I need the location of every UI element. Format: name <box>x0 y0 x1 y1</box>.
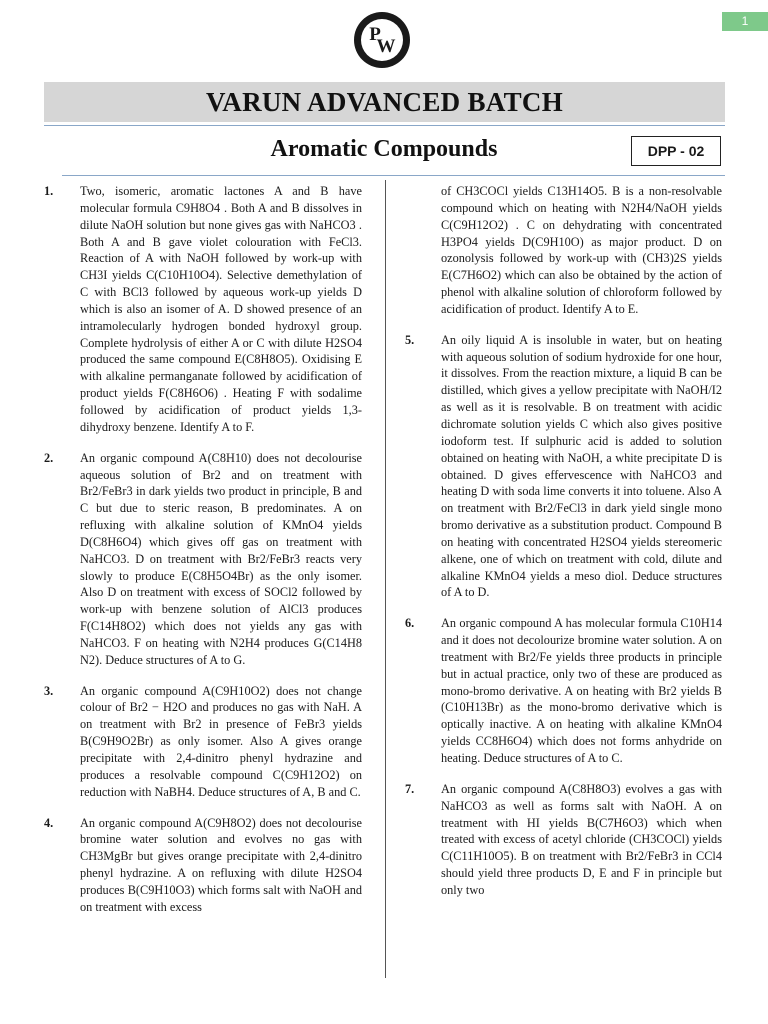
question-item <box>44 815 362 916</box>
subject-title: Aromatic Compounds <box>270 136 498 162</box>
page-number-tab: 1 <box>722 12 768 31</box>
question-number: 1. <box>44 184 54 198</box>
question-item <box>405 781 722 899</box>
dpp-label-box: DPP - 02 <box>631 136 721 166</box>
question-text: Two, isomeric, aromatic lactones A and B have molecular formula C9H8O4 . Both A and B dissolves in dilute NaOH solution but none gives gas with NaHCO3 . Both A and B gave violet colouration with FeCl3. Reaction of A with NaOH followed by work-up with CH3I yields C(C10H10O4). Selective demethylation of C with BCl3 followed by aqueous work-up yields D which is also an isomer of A. D showed presence of an intramolecularly hydrogen bonded hydroxyl group. Complete hydrolysis of either A or C with dilute H2SO4 produced the same compound E(C8H8O5). Oxidising E with alkaline permanganate followed by acidification of product yields F(C8H6O6) . Heating F with sodalime followed by acidification of product yields 1,3-dihydroxy benzene. Identify A to F. <box>80 184 362 434</box>
question-number: 3. <box>44 683 54 698</box>
subtitle-rule <box>62 175 725 176</box>
right-column <box>405 183 722 913</box>
question-item <box>44 683 362 801</box>
question-number: 2. <box>44 450 54 465</box>
column-divider <box>385 180 386 978</box>
question-text: An organic compound A has molecular formula C10H14 and it does not decolourize bromine water solution. A on treatment with Br2/Fe yields three products in principle but in actual practice, only two of these are produced as mono-bromo derivative. A on heating with Br2 yields B (C10H13Br) as the mono-bromo derivative which is optically inactive. A on heating with alkaline KMnO4 yields CC8H6O4) which does not forms anhydride on heating. Deduce structures of A to C. <box>441 616 722 765</box>
question-continuation: of CH3COCl yields C13H14O5. B is a non-resolvable compound which on heating with N2H4/NaOH yields C(C9H12O2) . C on dehydrating with concentrated H3PO4 yields D(C9H10O) as major product. D on ozonolysis followed by work-up with (CH3)2S yields E(C7H6O2) which can also be obtained by the action of phenol with alkaline solution of chloroform followed by acidification of product. Identify A to E. <box>441 184 722 316</box>
left-column <box>44 183 362 930</box>
question-number: 4. <box>44 815 54 830</box>
question-item <box>405 615 722 767</box>
batch-title-banner: VARUN ADVANCED BATCH <box>44 82 725 122</box>
question-item <box>44 183 362 436</box>
question-text: An organic compound A(C9H8O2) does not decolourise bromine water solution and evolves no gas with CH3MgBr but gives orange precipitate with 2,4-dinitro phenyl hydrazine. A on refluxing with dilute H2SO4 produces B(C9H10O3) which forms salt with NaOH and on treatment with excess <box>80 815 362 914</box>
question-item <box>405 332 722 602</box>
question-text: An oily liquid A is insoluble in water, but on heating with aqueous solution of sodium hydroxide for one hour, it dissolves. From the reaction mixture, a liquid B can be distilled, which gives a yellow precipitate with NaOH/I2 as well as it is resolvable. B on treatment with acidic dichromate solution yields C which also gives positive iodoform test. If sulphuric acid is added to solution obtained on heating with NaOH, a white precipitate D is obtained. D gives effervescence with NaHCO3 and heating D with soda lime converts it into toluene. Also A on treatment with Br2/FeCl3 in dark yield single mono bromo derivative as a substitution product. Compound B on heating with concentrated H2SO4 yields stereomeric alkene, one of which on treatment with cold, dilute and alkaline KMnO4 yields a meso diol. Deduce structures of A to D. <box>441 332 722 600</box>
pw-logo-icon <box>352 10 412 70</box>
header-rule <box>44 125 725 126</box>
question-text: An organic compound A(C9H10O2) does not change colour of Br2 − H2O and produces no gas with NaH. A on treatment with Br2 in presence of FeBr3 yields B(C9H9O2Br) as only isomer. Also A gives orange precipitate with 2,4-dinitro phenyl hydrazine and produces a resolvable compound C(C9H12O2) on reduction with NaBH4. Deduce structures of A, B and C. <box>80 683 362 799</box>
question-number: 6. <box>405 616 415 631</box>
question-number: 7. <box>405 781 415 796</box>
question-item <box>44 450 362 669</box>
question-number: 5. <box>405 332 415 347</box>
question-text: An organic compound A(C8H10) does not decolourise aqueous solution of Br2 and on treatment with Br2/FeBr3 in dark yields two product in principle, B and C but due to steric reason, B predominates. A on refluxing with alkaline solution of KMnO4 yields D(C8H6O4) which gives off gas on treatment with NaHCO3. D on treatment with Br2/FeBr3 reacts very slowly to produce E(C8H5O4Br) as the only isomer. Also D on treatment with excess of SOCl2 followed by work-up with benzene solution of AlCl3 produces F(C14H8O2) which does not yields any gas with NaHCO3. F on heating with N2H4 produces G(C14H8 N2). Deduce structures of A to G. <box>80 450 362 667</box>
question-text: An organic compound A(C8H8O3) evolves a gas with NaHCO3 as well as forms salt with NaOH. A on treatment with HI yields B(C7H6O3) which when treated with excess of acetyl chloride (CH3COCl) yields C(C11H10O5). B on treatment with Br2/FeBr3 in CCl4 should yield three products D, E and F in principle but only two <box>441 781 722 897</box>
svg-text:P: P <box>369 24 381 45</box>
svg-text:W: W <box>376 36 396 57</box>
